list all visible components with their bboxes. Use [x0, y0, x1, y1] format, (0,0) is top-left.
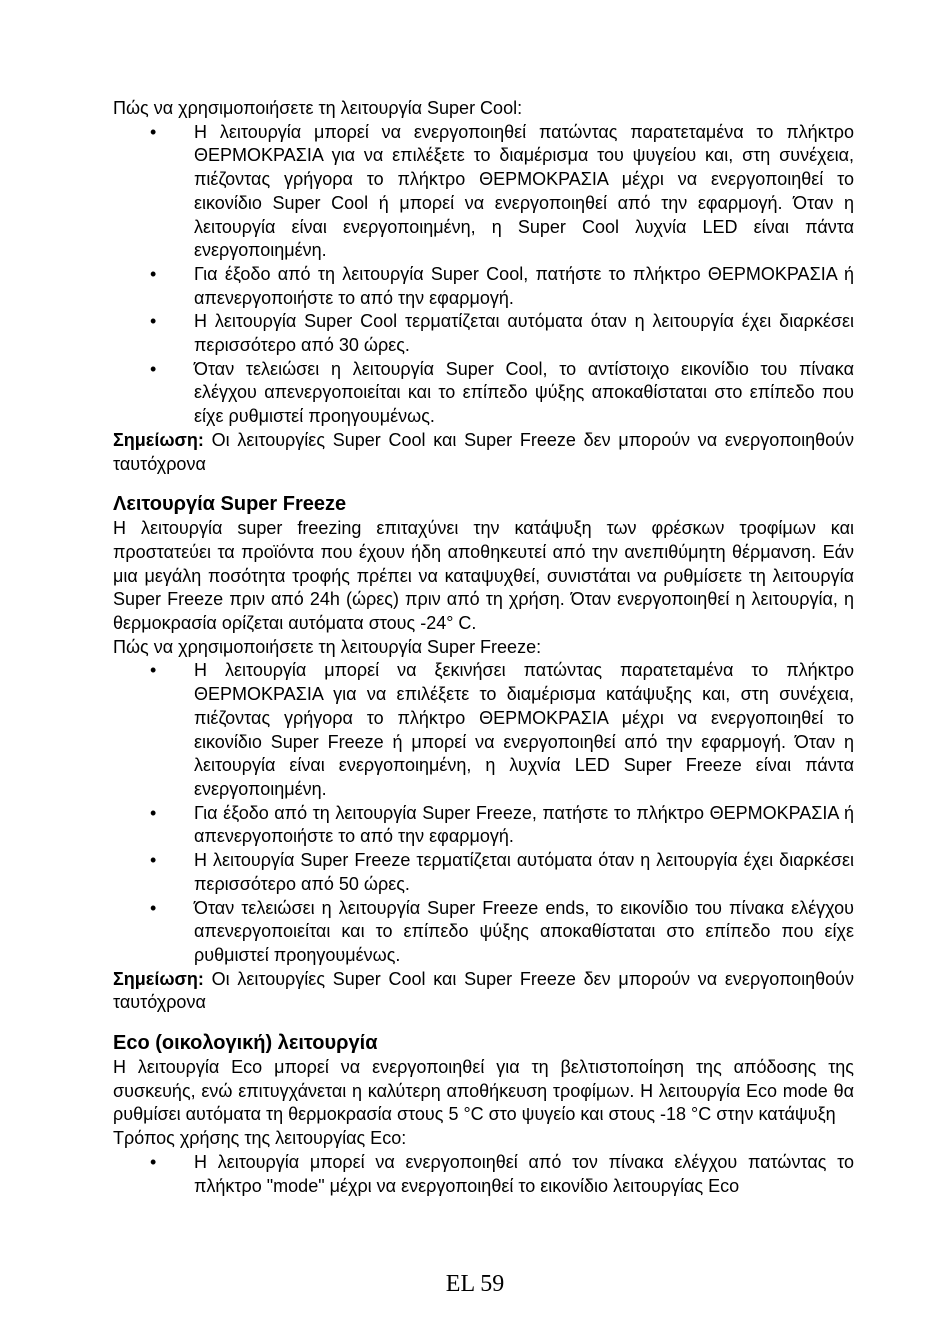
super-freeze-how-to: Πώς να χρησιμοποιήσετε τη λειτουργία Super Freeze:	[113, 636, 542, 657]
list-item-text: Η λειτουργία Super Freeze τερματίζεται αυτόματα όταν η λειτουργία έχει διαρκέσει περισσότερο από 50 ώρες.	[194, 850, 854, 894]
bullet-icon: •	[150, 263, 157, 284]
bullet-icon: •	[150, 121, 157, 142]
list-item	[113, 310, 854, 357]
super-freeze-bullet-list	[113, 659, 854, 967]
super-cool-how-to: Πώς να χρησιμοποιήσετε τη λειτουργία Super Cool:	[113, 98, 523, 118]
list-item-text: Για έξοδο από τη λειτουργία Super Cool, πατήστε το πλήκτρο ΘΕΡΜΟΚΡΑΣΙΑ ή απενεργοποιήστε το από την εφαρμογή.	[194, 263, 854, 308]
list-item	[113, 802, 854, 849]
list-item	[113, 1151, 854, 1198]
bullet-icon: •	[150, 897, 157, 918]
document-page	[113, 97, 854, 1198]
bullet-icon: •	[150, 660, 157, 681]
list-item	[113, 897, 854, 968]
note-label: Σημείωση:	[113, 968, 204, 989]
super-cool-bullet-list	[113, 121, 854, 429]
bullet-icon: •	[150, 1151, 157, 1172]
list-item	[113, 849, 854, 896]
super-cool-note	[113, 429, 854, 476]
list-item	[113, 121, 854, 263]
list-item-text: Όταν τελειώσει η λειτουργία Super Cool, το αντίστοιχο εικονίδιο του πίνακα ελέγχου απενεργοποιείται και το επίπεδο ψύξης αποκαθίσταται στο επίπεδο που είχε ρυθμιστεί προηγουμένως.	[194, 358, 854, 427]
note-text: Οι λειτουργίες Super Cool και Super Freeze δεν μπορούν να ενεργοποιηθούν ταυτόχρονα	[113, 429, 854, 474]
page-number: EL 59	[445, 1271, 505, 1297]
bullet-icon: •	[150, 311, 157, 332]
super-freeze-intro: Η λειτουργία super freezing επιταχύνει την κατάψυξη των φρέσκων τροφίμων και προστατεύει τα προϊόντα που έχουν ήδη αποθηκευτεί από την ανεπιθύμητη θέρμανση. Εάν μια μεγάλη ποσότητα τροφής πρέπει να καταψυχθεί, συνιστάται να ρυθμίσετε τη λειτουργία Super Freeze πριν από 24h (ώρες) πριν από τη χρήση. Όταν ενεργοποιηθεί η λειτουργία, η θερμοκρασία ορίζεται αυτόματα στους -24° C.	[113, 518, 854, 634]
list-item-text: Η λειτουργία μπορεί να ενεργοποιηθεί πατώντας παρατεταμένα το πλήκτρο ΘΕΡΜΟΚΡΑΣΙΑ για να επιλέξετε το διαμέρισμα του ψυγείου και, στη συνέχεια, πιέζοντας γρήγορα το πλήκτρο ΘΕΡΜΟΚΡΑΣΙΑ μέχρι να ενεργοποιηθεί το εικονίδιο Super Cool ή μπορεί να ενεργοποιηθεί από την εφαρμογή. Όταν η λειτουργία είναι ενεργοποιημένη, η Super Cool λυχνία LED είναι πάντα ενεργοποιημένη.	[194, 121, 854, 261]
note-text: Οι λειτουργίες Super Cool και Super Freeze δεν μπορούν να ενεργοποιηθούν ταυτόχρονα	[113, 968, 854, 1013]
list-item	[113, 358, 854, 429]
eco-intro: Η λειτουργία Eco μπορεί να ενεργοποιηθεί για τη βελτιστοποίηση της απόδοσης της συσκευής, ενώ επιτυγχάνεται η καλύτερη αποθήκευση τροφίμων. Η λειτουργία Eco mode θα ρυθμίσει αυτόματα τη θερμοκρασία στους 5 °C στο ψυγείο και στους -18 °C στην κατάψυξη	[113, 1057, 854, 1125]
list-item-text: Όταν τελειώσει η λειτουργία Super Freeze ends, το εικονίδιο του πίνακα ελέγχου απενεργοποιείται και το επίπεδο ψύξης αποκαθίσταται στο επίπεδο που είχε ρυθμιστεί προηγουμένως.	[194, 897, 854, 965]
note-label: Σημείωση:	[113, 429, 204, 450]
super-freeze-note	[113, 968, 854, 1015]
list-item	[113, 659, 854, 801]
bullet-icon: •	[150, 850, 157, 871]
eco-bullet-list	[113, 1151, 854, 1198]
list-item-text: Για έξοδο από τη λειτουργία Super Freeze, πατήστε το πλήκτρο ΘΕΡΜΟΚΡΑΣΙΑ ή απενεργοποιήστε το από την εφαρμογή.	[194, 802, 854, 847]
list-item-text: Η λειτουργία μπορεί να ξεκινήσει πατώντας παρατεταμένα το πλήκτρο ΘΕΡΜΟΚΡΑΣΙΑ για να επιλέξετε το διαμέρισμα κατάψυξης και, στη συνέχεια, πιέζοντας γρήγορα το πλήκτρο ΘΕΡΜΟΚΡΑΣΙΑ μέχρι να ενεργοποιηθεί το εικονίδιο Super Freeze ή μπορεί να ενεργοποιηθεί από την εφαρμογή. Όταν η λειτουργία είναι ενεργοποιημένη, η λυχνία LED Super Freeze είναι πάντα ενεργοποιημένη.	[194, 660, 854, 799]
eco-heading: Eco (οικολογική) λειτουργία	[113, 1032, 378, 1055]
list-item-text: Η λειτουργία μπορεί να ενεργοποιηθεί από τον πίνακα ελέγχου πατώντας το πλήκτρο "mode" μέχρι να ενεργοποιηθεί το εικονίδιο λειτουργίας Eco	[194, 1151, 854, 1196]
list-item	[113, 263, 854, 310]
bullet-icon: •	[150, 802, 157, 823]
bullet-icon: •	[150, 358, 157, 379]
list-item-text: Η λειτουργία Super Cool τερματίζεται αυτόματα όταν η λειτουργία έχει διαρκέσει περισσότερο από 30 ώρες.	[194, 311, 854, 356]
eco-how-to: Τρόπος χρήσης της λειτουργίας Eco:	[113, 1128, 407, 1149]
super-freeze-heading: Λειτουργία Super Freeze	[113, 493, 347, 516]
